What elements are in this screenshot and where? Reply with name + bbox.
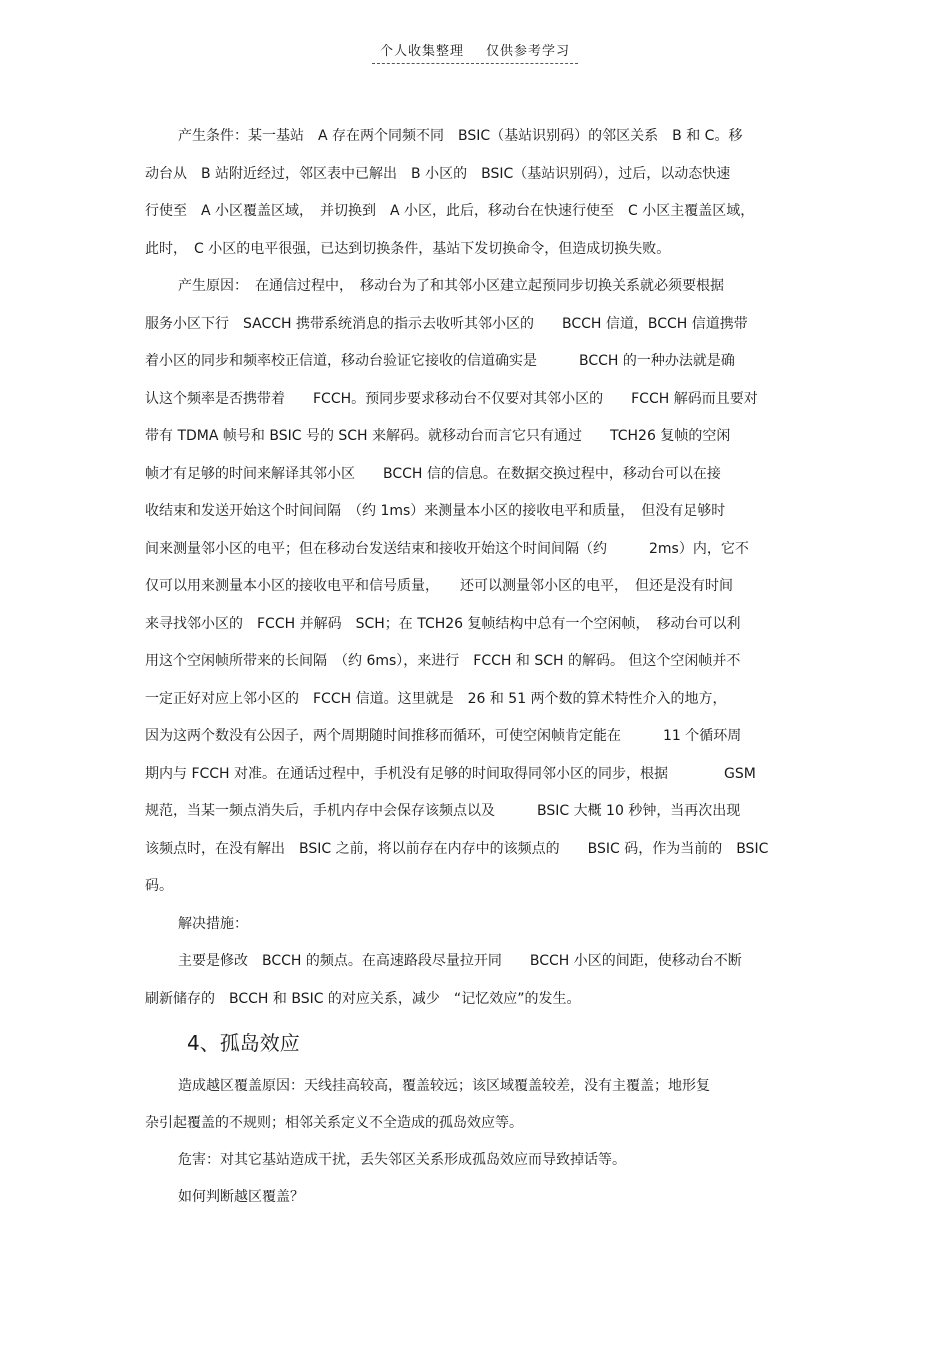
paragraph-line: 杂引起覆盖的不规则；相邻关系定义不全造成的孤岛效应等。: [145, 1115, 523, 1131]
section-heading: 4、孤岛效应: [187, 1031, 300, 1055]
paragraph-line: 期内与 FCCH 对准。在通话过程中，手机没有足够的时间取得同邻小区的同步，根据 GSM: [145, 765, 756, 782]
paragraph-line: 动台从 B 站附近经过，邻区表中已解出 B 小区的 BSIC（基站识别码），过后，以动态快速: [145, 165, 731, 182]
solution-paragraph: [145, 943, 810, 1018]
paragraph-line: 产生原因： 在通信过程中， 移动台为了和其邻小区建立起预同步切换关系就必须要根据: [178, 278, 724, 294]
paragraph-line: 因为这两个数没有公因子，两个周期随时间推移而循环，可使空闲帧肯定能在 11 个循环周: [145, 728, 742, 744]
paragraph-line: 产生条件：某一基站 A 存在两个同频不同 BSIC（基站识别码）的邻区关系 B 和 C。移: [178, 128, 743, 144]
paragraph-line: 收结束和发送开始这个时间间隔 （约 1ms）来测量本小区的接收电平和质量， 但没有足够时: [145, 503, 726, 519]
paragraph-line: 用这个空闲帧所带来的长间隔 （约 6ms），来进行 FCCH 和 SCH 的解码。 但这个空闲帧并不: [145, 653, 741, 669]
paragraph-line: 造成越区覆盖原因：天线挂高较高，覆盖较远；该区域覆盖较差，没有主覆盖；地形复: [178, 1078, 710, 1094]
paragraph-line: 来寻找邻小区的 FCCH 并解码 SCH；在 TCH26 复帧结构中总有一个空闲帧， 移动台可以利: [145, 615, 741, 632]
header-right-text: 仅供参考学习: [486, 44, 571, 59]
paragraph-line: 码。: [145, 878, 173, 894]
header-banner: [372, 40, 578, 64]
paragraph-line: 带有 TDMA 帧号和 BSIC 号的 SCH 来解码。就移动台而言它只有通过 TCH26 复帧的空闲: [145, 428, 731, 444]
paragraph-line: 帧才有足够的时间来解译其邻小区 BCCH 信的信息。在数据交换过程中，移动台可以在接: [145, 465, 721, 482]
paragraph-line: 行使至 A 小区覆盖区域， 并切换到 A 小区，此后，移动台在快速行使至 C 小区主覆盖区域，: [145, 203, 755, 219]
paragraph-line: 服务小区下行 SACCH 携带系统消息的指示去收听其邻小区的 BCCH 信道，BCCH 信道携带: [145, 315, 748, 332]
paragraph-line: 刷新储存的 BCCH 和 BSIC 的对应关系，减少 “记忆效应”的发生。: [145, 990, 581, 1007]
cause-paragraph: [145, 1068, 810, 1142]
paragraph-line: 间来测量邻小区的电平；但在移动台发送结束和接收开始这个时间间隔（约 2ms）内，它不: [145, 540, 749, 557]
paragraph-line: 此时， C 小区的电平很强，已达到切换条件，基站下发切换命令，但造成切换失败。: [145, 240, 671, 257]
harm-paragraph: 危害：对其它基站造成干扰，丢失邻区关系形成孤岛效应而导致掉话等。: [178, 1152, 626, 1168]
page-header: [0, 40, 950, 64]
paragraph-line: 该频点时，在没有解出 BSIC 之前，将以前存在内存中的该频点的 BSIC 码，作为当前的 BSIC: [145, 840, 769, 857]
paragraph-line: 主要是修改 BCCH 的频点。在高速路段尽量拉开同 BCCH 小区的间距，使移动台不断: [178, 953, 742, 969]
paragraph-line: 着小区的同步和频率校正信道，移动台验证它接收的信道确实是 BCCH 的一种办法就是确: [145, 353, 735, 369]
paragraph-line: 规范，当某一频点消失后，手机内存中会保存该频点以及 BSIC 大概 10 秒钟，当再次出现: [145, 803, 741, 819]
header-left-text: 个人收集整理: [379, 44, 464, 59]
reason-paragraph: [145, 268, 810, 906]
document-body: [145, 118, 810, 1216]
solution-title: 解决措施：: [178, 915, 248, 932]
question-line: 如何判断越区覆盖？: [178, 1189, 304, 1205]
paragraph-line: 认这个频率是否携带着 FCCH。预同步要求移动台不仅要对其邻小区的 FCCH 解码而且要对: [145, 390, 758, 407]
paragraph-line: 一定正好对应上邻小区的 FCCH 信道。这里就是 26 和 51 两个数的算术特性介入的地方，: [145, 690, 727, 707]
condition-paragraph: [145, 118, 810, 268]
paragraph-line: 仅可以用来测量本小区的接收电平和信号质量， 还可以测量邻小区的电平， 但还是没有时间: [145, 578, 733, 594]
